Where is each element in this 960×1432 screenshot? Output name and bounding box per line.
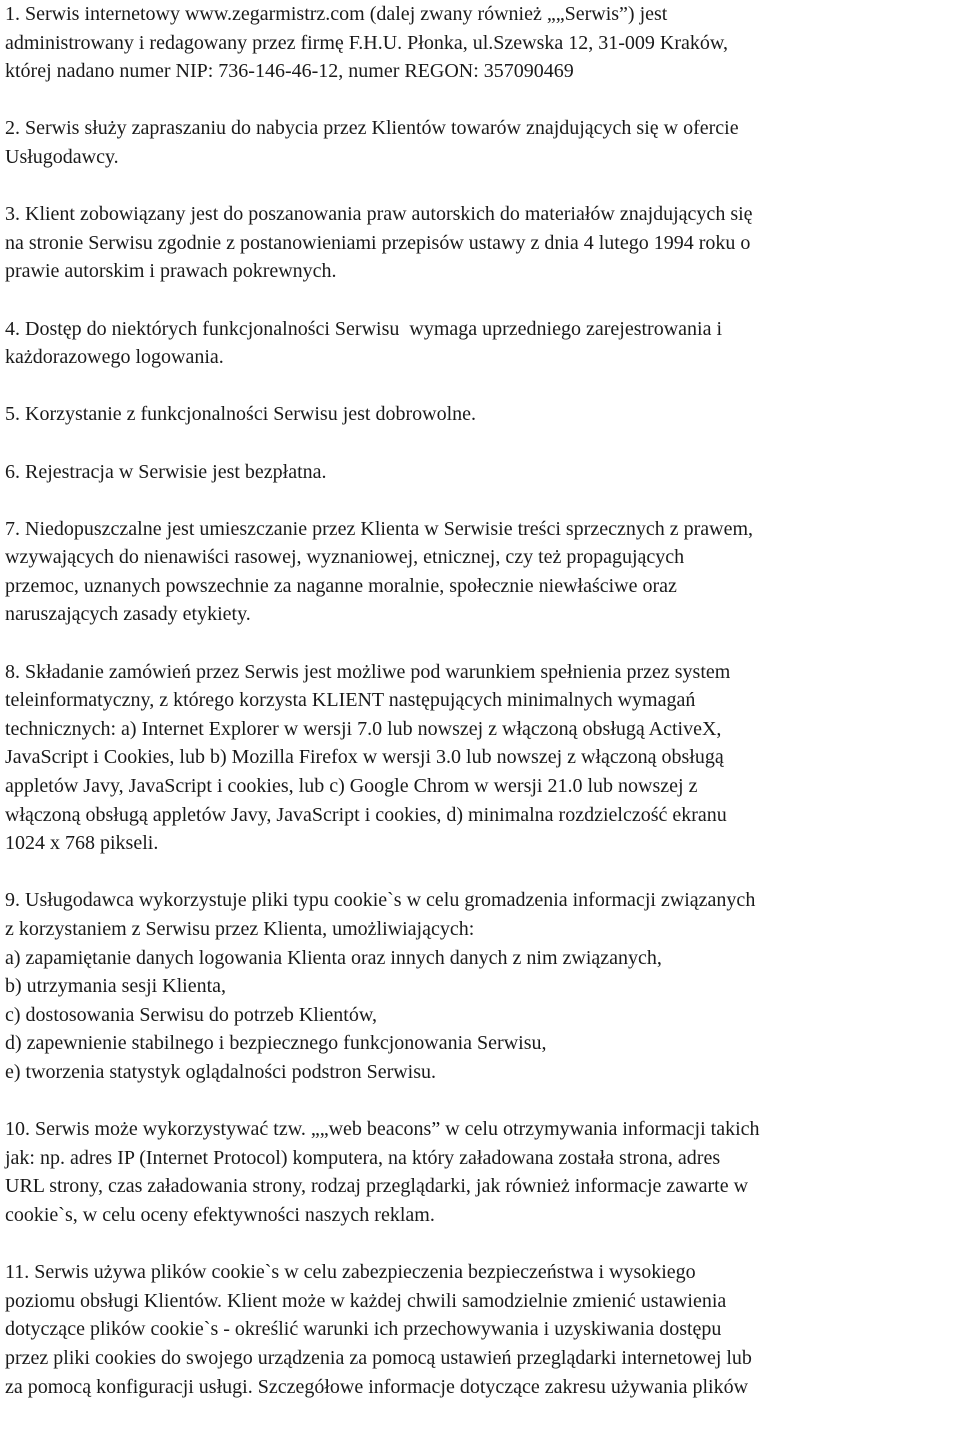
text-line: każdorazowego logowania. [5,346,224,369]
text-line: 1. Serwis internetowy www.zegarmistrz.com (dalej zwany również „„Serwis”) jest [5,3,668,25]
text-line: 2. Serwis służy zapraszaniu do nabycia przez Klientów towarów znajdujących się w ofercie [5,117,739,140]
text-line: 11. Serwis używa plików cookie`s w celu zabezpieczenia bezpieczeństwa i wysokiego [5,1261,696,1284]
paragraph-gap [5,429,955,458]
text-line: technicznych: a) Internet Explorer w wersji 7.0 lub nowszej z włączoną obsługą ActiveX, [5,717,722,740]
paragraph-10 [5,1115,955,1229]
text-line: na stronie Serwisu zgodnie z postanowieniami przepisów ustawy z dnia 4 lutego 1994 roku o [5,231,751,254]
text-line: b) utrzymania sesji Klienta, [5,975,227,998]
text-line: 10. Serwis może wykorzystywać tzw. „„web beacons” w celu otrzymywania informacji takich [5,1118,760,1141]
text-line: 1024 x 768 pikseli. [5,832,159,855]
text-line: wzywających do nienawiści rasowej, wyznaniowej, etnicznej, czy też propagujących [5,546,685,569]
paragraph-gap [5,486,955,515]
text-line: appletów Javy, JavaScript i cookies, lub c) Google Chrom w wersji 21.0 lub nowszej z [5,775,698,798]
text-line: której nadano numer NIP: 736-146-46-12, numer REGON: 357090469 [5,60,574,83]
text-line: 7. Niedopuszczalne jest umieszczanie przez Klienta w Serwisie treści sprzecznych z prawem, [5,517,753,540]
paragraph-9 [5,886,955,1086]
text-line: 4. Dostęp do niektórych funkcjonalności Serwisu wymaga uprzedniego zarejestrowania i [5,317,723,340]
text-line: 5. Korzystanie z funkcjonalności Serwisu jest dobrowolne. [5,403,477,426]
paragraph-gap [5,86,955,115]
text-line: URL strony, czas załadowania strony, rodzaj przeglądarki, jak również informacje zawarte w [5,1175,749,1198]
text-line: przemoc, uznanych powszechnie za naganne moralnie, społecznie niewłaściwe oraz [5,574,677,597]
text-line: c) dostosowania Serwisu do potrzeb Klientów, [5,1003,377,1026]
text-line: teleinformatyczny, z którego korzysta KLIENT następujących minimalnych wymagań [5,689,696,712]
paragraph-gap [5,372,955,401]
text-line: za pomocą konfiguracji usługi. Szczegółowe informacje dotyczące zakresu używania plików [5,1375,749,1398]
text-line: cookie`s, w celu oceny efektywności naszych reklam. [5,1203,435,1226]
text-line: 6. Rejestracja w Serwisie jest bezpłatna. [5,460,327,483]
paragraph-2 [5,114,955,171]
paragraph-6 [5,458,955,487]
text-line: administrowany i redagowany przez firmę F.H.U. Płonka, ul.Szewska 12, 31-009 Kraków, [5,31,729,54]
text-line: 9. Usługodawca wykorzystuje pliki typu cookie`s w celu gromadzenia informacji związanych [5,889,756,912]
text-line: 3. Klient zobowiązany jest do poszanowania praw autorskich do materiałów znajdujących się [5,203,753,226]
paragraph-7 [5,515,955,629]
text-line: poziomu obsługi Klientów. Klient może w każdej chwili samodzielnie zmienić ustawienia [5,1289,727,1312]
paragraph-gap [5,286,955,315]
paragraph-1 [5,0,955,86]
text-line: przez pliki cookies do swojego urządzenia za pomocą ustawień przeglądarki internetowej lub [5,1346,752,1369]
text-line: 8. Składanie zamówień przez Serwis jest możliwe pod warunkiem spełnienia przez system [5,660,731,683]
paragraph-gap [5,629,955,658]
text-line: JavaScript i Cookies, lub b) Mozilla Firefox w wersji 3.0 lub nowszej z włączoną obsługą [5,746,724,769]
paragraph-8 [5,658,955,858]
text-line: a) zapamiętanie danych logowania Klienta oraz innych danych z nim związanych, [5,946,662,969]
paragraph-3 [5,200,955,286]
text-line: e) tworzenia statystyk oglądalności podstron Serwisu. [5,1060,437,1083]
text-line: jak: np. adres IP (Internet Protocol) komputera, na który załadowana została strona, adres [5,1146,721,1169]
paragraph-gap [5,1230,955,1259]
text-line: włączoną obsługą appletów Javy, JavaScript i cookies, d) minimalna rozdzielczość ekranu [5,803,727,826]
paragraph-11 [5,1258,955,1401]
paragraph-gap [5,858,955,887]
text-line: prawie autorskim i prawach pokrewnych. [5,260,337,283]
text-line: naruszających zasady etykiety. [5,603,251,626]
text-line: dotyczące plików cookie`s - określić warunki ich przechowywania i uzyskiwania dostępu [5,1318,722,1341]
text-line: z korzystaniem z Serwisu przez Klienta, umożliwiających: [5,918,475,940]
paragraph-gap [5,1087,955,1116]
paragraph-5 [5,400,955,429]
paragraph-gap [5,172,955,201]
document-page [5,0,955,1401]
paragraph-4 [5,315,955,372]
text-line: Usługodawcy. [5,145,119,168]
text-line: d) zapewnienie stabilnego i bezpiecznego funkcjonowania Serwisu, [5,1032,547,1055]
